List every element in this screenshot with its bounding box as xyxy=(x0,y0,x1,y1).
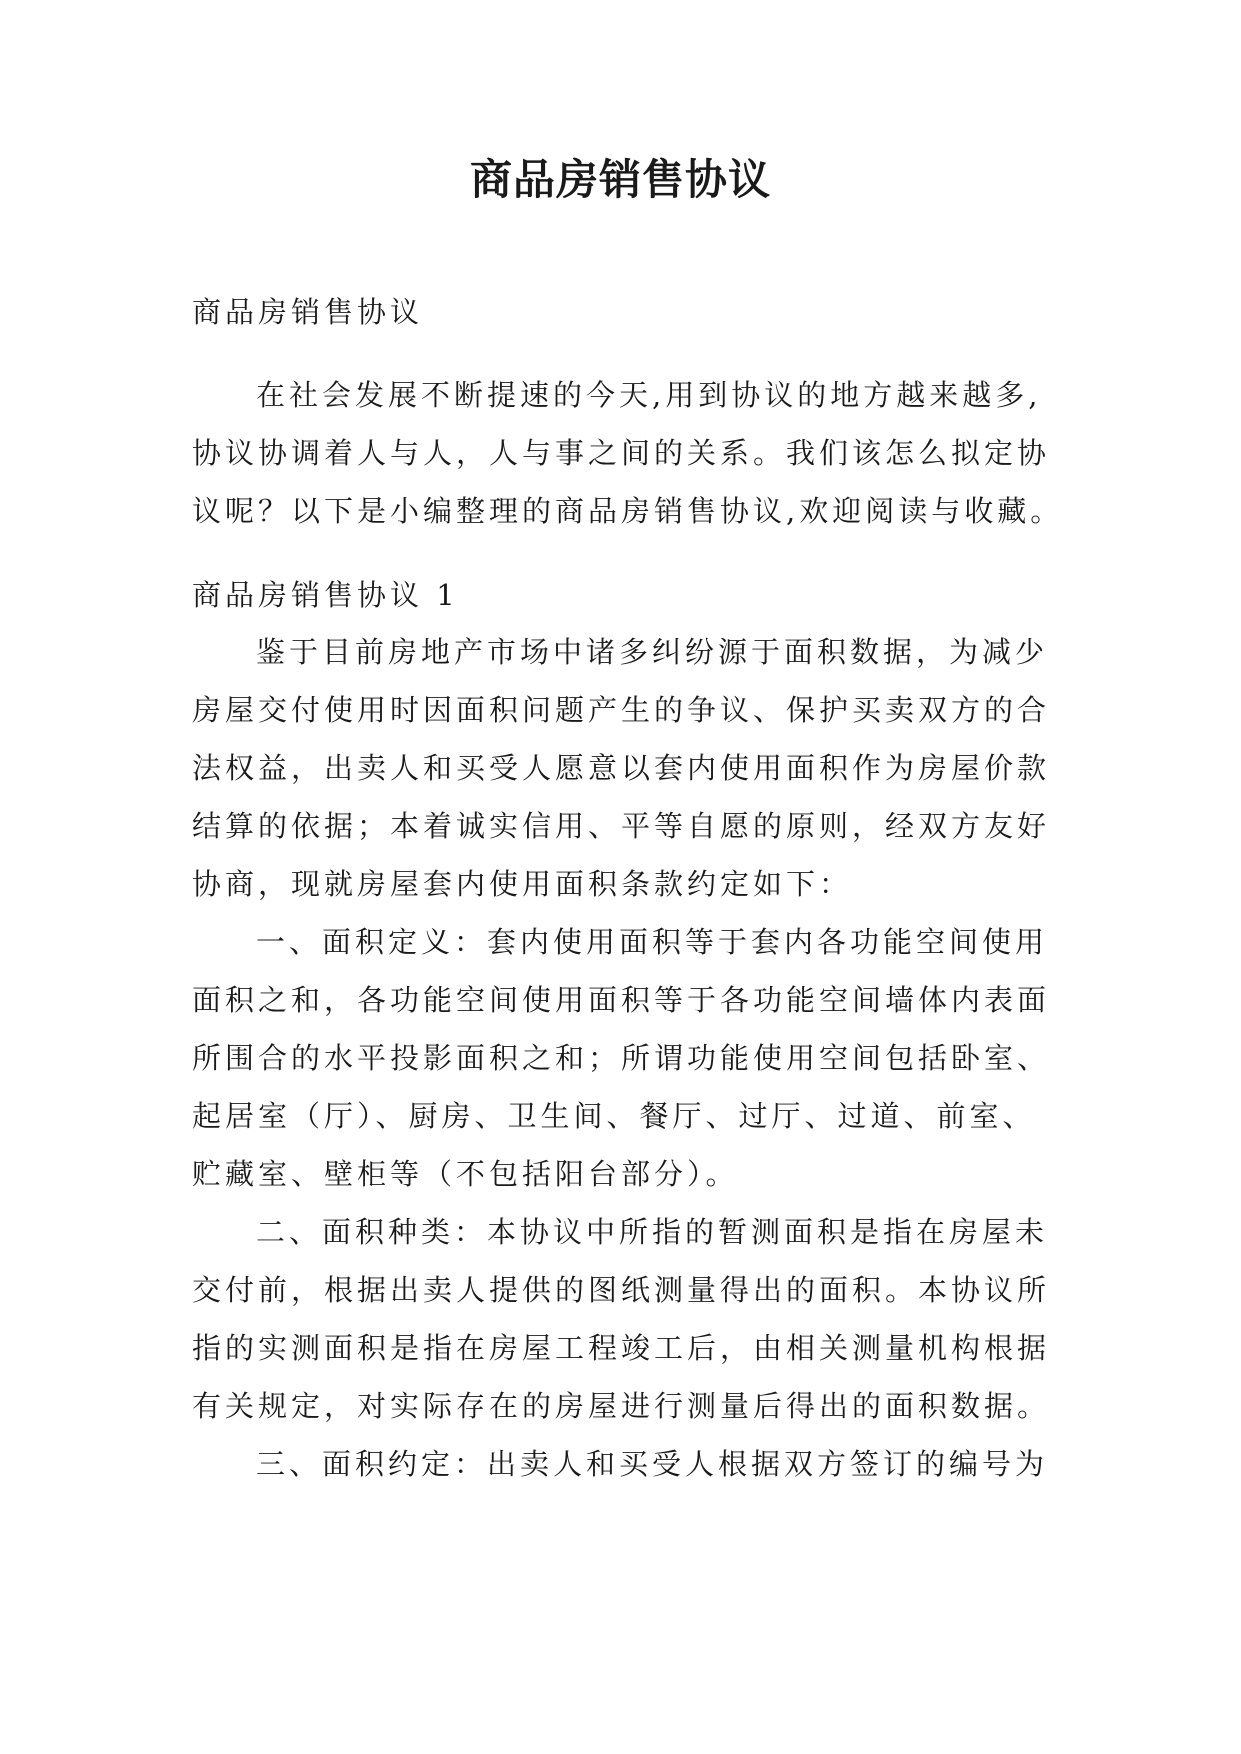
body-line: 一、面积定义：套内使用面积等于套内各功能空间使用 xyxy=(256,925,1049,959)
body-line: 二、面积种类：本协议中所指的暂测面积是指在房屋未 xyxy=(256,1215,1049,1249)
body-line: 三、面积约定：出卖人和买受人根据双方签订的编号为 xyxy=(256,1447,1049,1481)
body-line: 房屋交付使用时因面积问题产生的争议、保护买卖双方的合 xyxy=(192,693,1051,727)
body-line: 起居室（厅）、厨房、卫生间、餐厅、过厅、过道、前室、 xyxy=(192,1099,1036,1133)
intro-line: 在社会发展不断提速的今天,用到协议的地方越来越多, xyxy=(256,378,1042,412)
intro-line: 议呢？以下是小编整理的商品房销售协议,欢迎阅读与收藏。 xyxy=(192,494,1064,528)
body-line: 有关规定，对实际存在的房屋进行测量后得出的面积数据。 xyxy=(192,1389,1051,1423)
body-line: 贮藏室、壁柜等（不包括阳台部分）。 xyxy=(192,1157,739,1191)
document-subtitle: 商品房销售协议 xyxy=(192,295,424,329)
body-line: 交付前，根据出卖人提供的图纸测量得出的面积。本协议所 xyxy=(192,1273,1051,1307)
body-line: 协商，现就房屋套内使用面积条款约定如下： xyxy=(192,867,853,901)
body-line: 面积之和，各功能空间使用面积等于各功能空间墙体内表面 xyxy=(192,983,1051,1017)
body-text xyxy=(192,623,1072,1493)
document-title: 商品房销售协议 xyxy=(469,155,771,204)
body-line: 法权益，出卖人和买受人愿意以套内使用面积作为房屋价款 xyxy=(192,751,1051,785)
body-line: 指的实测面积是指在房屋工程竣工后，由相关测量机构根据 xyxy=(192,1331,1051,1365)
body-line: 鉴于目前房地产市场中诸多纠纷源于面积数据，为减少 xyxy=(256,635,1049,669)
body-line: 结算的依据；本着诚实信用、平等自愿的原则，经双方友好 xyxy=(192,809,1051,843)
intro-line: 协议协调着人与人，人与事之间的关系。我们该怎么拟定协 xyxy=(192,436,1051,470)
intro-paragraph xyxy=(192,366,1072,540)
body-line: 所围合的水平投影面积之和；所谓功能使用空间包括卧室、 xyxy=(192,1041,1051,1075)
section-heading: 商品房销售协议 1 xyxy=(192,578,459,612)
